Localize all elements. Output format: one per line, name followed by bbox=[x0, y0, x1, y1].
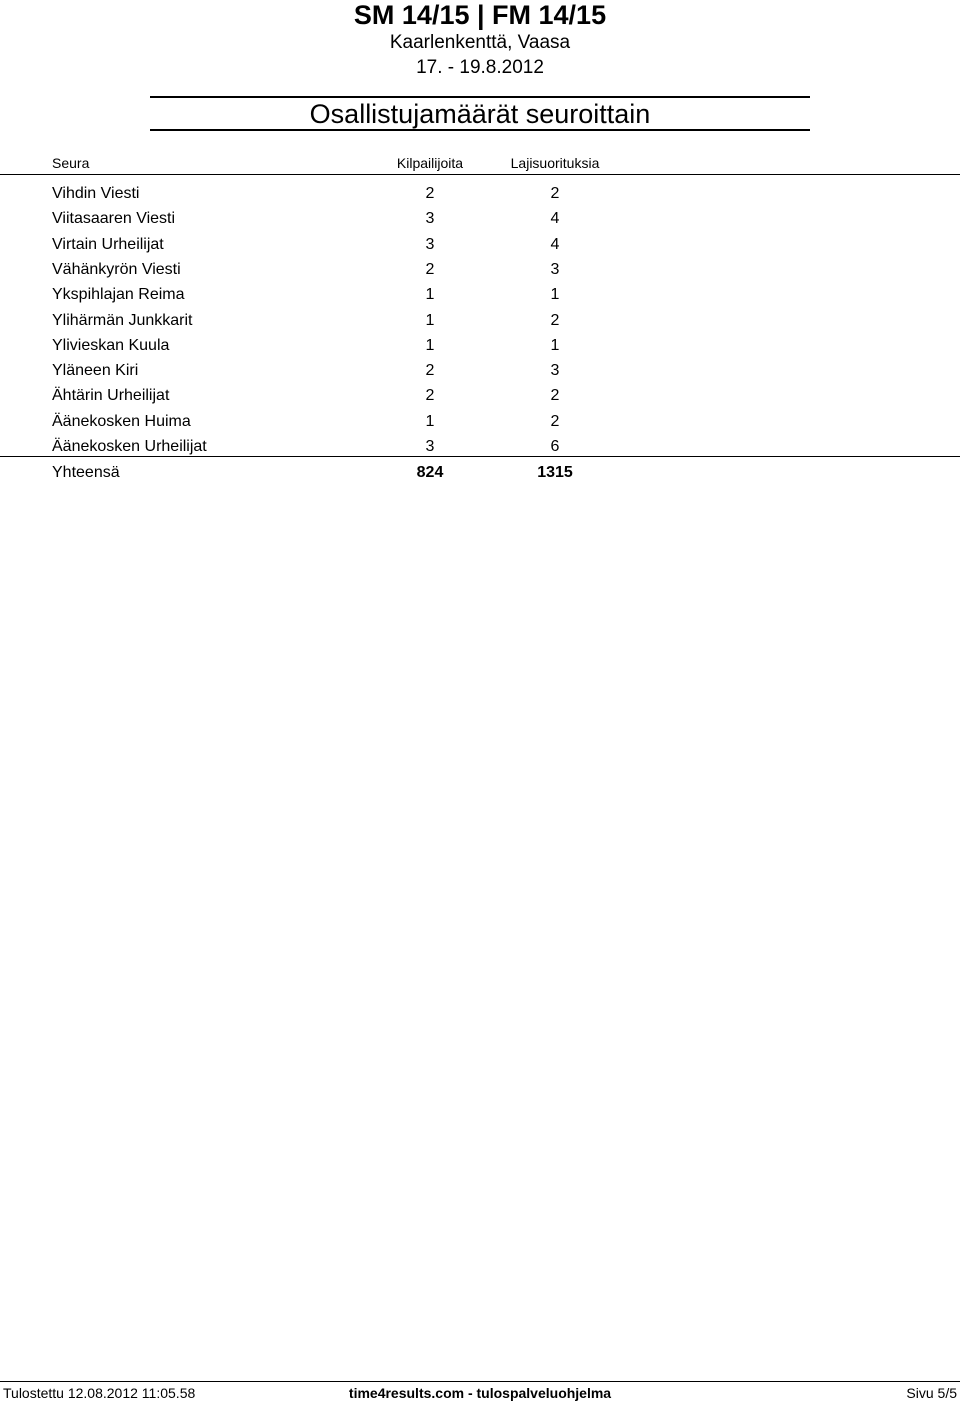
competitors-count: 1 bbox=[425, 311, 435, 329]
table-row bbox=[0, 260, 960, 285]
table-row bbox=[0, 437, 960, 462]
table-row bbox=[0, 285, 960, 310]
competitors-count: 3 bbox=[425, 438, 435, 455]
competitors-count: 2 bbox=[425, 387, 435, 405]
competitors-count: 1 bbox=[425, 336, 435, 354]
competitors-count: 1 bbox=[425, 286, 435, 304]
footer-printed: Tulostettu 12.08.2012 11:05.58 bbox=[3, 1385, 196, 1401]
table-row bbox=[0, 386, 960, 411]
table-row bbox=[0, 209, 960, 234]
event-dates: 17. - 19.8.2012 bbox=[416, 57, 544, 78]
table-row bbox=[0, 184, 960, 209]
results-count: 1 bbox=[550, 336, 560, 354]
column-header-results: Lajisuorituksia bbox=[510, 155, 600, 171]
club-name: Ykspihlajan Reima bbox=[52, 286, 185, 304]
club-name: Vihdin Viesti bbox=[52, 185, 140, 202]
results-count: 3 bbox=[550, 260, 560, 278]
table-row bbox=[0, 336, 960, 361]
club-name: Virtain Urheilijat bbox=[52, 235, 164, 253]
results-count: 2 bbox=[550, 387, 560, 405]
total-results: 1315 bbox=[537, 464, 573, 481]
results-count: 4 bbox=[550, 235, 560, 253]
total-row bbox=[0, 463, 960, 488]
event-title: SM 14/15 | FM 14/15 bbox=[353, 0, 607, 30]
column-header-club: Seura bbox=[52, 155, 90, 171]
footer-page: Sivu 5/5 bbox=[906, 1385, 957, 1401]
table-row bbox=[0, 361, 960, 386]
club-name: Yläneen Kiri bbox=[52, 362, 139, 380]
competitors-count: 2 bbox=[425, 362, 435, 380]
competitors-count: 3 bbox=[425, 210, 435, 228]
title-bottom-rule bbox=[150, 129, 810, 131]
club-name: Äänekosken Urheilijat bbox=[52, 438, 207, 455]
table-row bbox=[0, 311, 960, 336]
results-count: 6 bbox=[550, 438, 560, 455]
club-name: Viitasaaren Viesti bbox=[52, 210, 176, 228]
results-count: 4 bbox=[550, 210, 560, 228]
results-count: 1 bbox=[550, 286, 560, 304]
club-name: Ylihärmän Junkkarit bbox=[52, 311, 193, 329]
results-count: 2 bbox=[550, 185, 560, 202]
results-count: 2 bbox=[550, 412, 560, 430]
competitors-count: 3 bbox=[425, 235, 435, 253]
results-count: 3 bbox=[550, 362, 560, 380]
competitors-count: 2 bbox=[425, 185, 435, 202]
competitors-count: 2 bbox=[425, 260, 435, 278]
club-name: Ylivieskan Kuula bbox=[52, 336, 170, 354]
competitors-count: 1 bbox=[425, 412, 435, 430]
total-rule bbox=[0, 456, 960, 457]
footer-rule bbox=[0, 1381, 960, 1382]
total-label: Yhteensä bbox=[52, 464, 120, 481]
table-row bbox=[0, 235, 960, 260]
column-header-competitors: Kilpailijoita bbox=[396, 155, 464, 171]
report-title: Osallistujamäärät seuroittain bbox=[309, 99, 651, 129]
total-competitors: 824 bbox=[416, 464, 444, 481]
header-rule bbox=[0, 174, 960, 175]
event-venue: Kaarlenkenttä, Vaasa bbox=[389, 32, 571, 53]
club-name: Äänekosken Huima bbox=[52, 412, 191, 430]
club-name: Ähtärin Urheilijat bbox=[52, 387, 170, 405]
footer-software: time4results.com - tulospalveluohjelma bbox=[348, 1385, 612, 1401]
results-count: 2 bbox=[550, 311, 560, 329]
club-name: Vähänkyrön Viesti bbox=[52, 260, 181, 278]
table-row bbox=[0, 412, 960, 437]
